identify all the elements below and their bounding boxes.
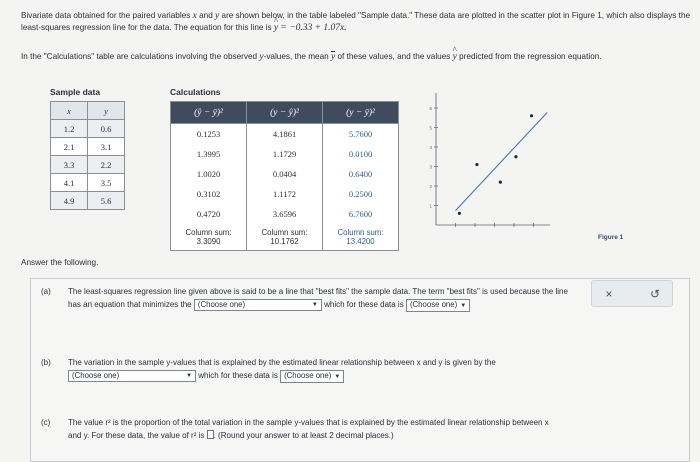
var-x: x	[192, 11, 197, 21]
y-tick-label: 3	[429, 164, 432, 170]
table-row: 0.3102 1.1172 0.2500	[171, 184, 399, 204]
column-sum-row: Column sum: 3.3090 Column sum: 10.1762 Column sum: 13.4200	[171, 224, 399, 251]
figure-caption: Figure 1	[598, 234, 624, 241]
data-point	[458, 212, 461, 215]
column-sum-1: 3.3090	[196, 236, 221, 246]
clear-button[interactable]: ×	[605, 287, 613, 301]
table-row: 2.1 3.1	[51, 138, 125, 156]
question-panel: (a) The least-squares regression line given above is said to be a line that "best fits" the sample data. The term "best fits" is used because the line has an equation that minimizes the (Choose one) ▼ which for these data is (Choose one) ▼ (b) The variation in the sample y-values that is explained by the estimated linear relationship between x and y is given by the (Choose one) ▼ which for these data is (Choose one) ▼ (c) The value r² is the proportion of the total variation in the sample y-values that is explained by the estimated linear relationship between x and y. For these data, the value of r² is . (Round your answer to at least 2 decimal places.)	[30, 278, 690, 462]
data-point	[475, 163, 478, 166]
calculations-title: Calculations	[170, 87, 221, 97]
data-point	[530, 114, 533, 117]
calculations-table	[170, 101, 399, 251]
table-row: 0.4720 3.6596 6.7600	[171, 204, 399, 224]
sample-data-title: Sample data	[50, 87, 101, 97]
table-row: 0.1253 4.1861 5.7600	[171, 124, 399, 144]
column-sum-3: 13.4200	[346, 236, 375, 246]
sample-data-table	[50, 101, 125, 210]
data-point	[499, 181, 502, 184]
y-tick-label: 4	[429, 145, 432, 150]
table-row: 4.9 5.6	[51, 192, 125, 210]
regression-equation: = −0.33 + 1.07x.	[280, 23, 347, 33]
sample-header-y: y	[88, 102, 125, 120]
var-y: y	[215, 11, 220, 21]
y-tick-label: 2	[429, 184, 432, 189]
y-hat-symbol: ^ y	[274, 22, 278, 34]
question-a-select-2[interactable]: (Choose one) ▼	[406, 299, 470, 312]
question-b-select-2[interactable]: (Choose one) ▼	[280, 370, 344, 383]
y-tick-label: 1	[429, 203, 432, 209]
answer-toolbar	[591, 280, 673, 307]
calc-header-1: (ŷ − ȳ)²	[171, 102, 247, 124]
y-tick-label: 6	[429, 106, 432, 111]
scatter-plot	[428, 87, 554, 255]
undo-button[interactable]: ↺	[649, 287, 661, 301]
table-row: 1.0020 0.0404 0.6400	[171, 164, 399, 184]
answer-label: Answer the following.	[21, 258, 99, 267]
calc-header-2: (y − ŷ)²	[247, 102, 323, 124]
question-b-select-1[interactable]: (Choose one) ▼	[68, 370, 196, 382]
column-sum-2: 10.1762	[270, 236, 299, 246]
y-tick-label: 5	[429, 125, 432, 131]
table-row: 4.1 3.5	[51, 174, 125, 192]
problem-intro: Bivariate data obtained for the paired variables x and y are shown below, in the table labeled "Sample data." These data are plotted in the scatter plot in Figure 1, which also displays the least-squares regression line for the data. The equation for this line is ^ y = −0.33 + 1.07x.	[21, 10, 691, 34]
question-a-select-1[interactable]: (Choose one) ▼	[194, 299, 322, 311]
problem-intro-2: In the "Calculations" table are calculations involving the observed y-values, the mean $\overline{y}$ of these values, and the values ^ y predicted from the regression equation.	[21, 51, 681, 63]
r-squared-answer-input[interactable]	[207, 430, 214, 439]
table-row: 3.3 2.2	[51, 156, 125, 174]
data-point	[514, 155, 517, 158]
calc-header-3: (y − ȳ)²	[323, 102, 399, 124]
table-row: 1.2 0.6	[51, 120, 125, 138]
sample-header-x: x	[51, 102, 88, 120]
table-row: 1.3995 1.1729 0.0100	[171, 144, 399, 164]
regression-line	[456, 113, 548, 211]
